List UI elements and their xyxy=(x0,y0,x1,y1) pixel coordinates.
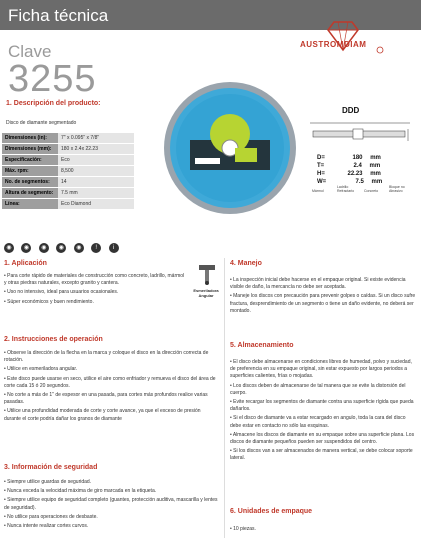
disc-profile-diagram xyxy=(305,115,417,155)
angle-grinder-icon xyxy=(196,262,218,286)
dimensions-list xyxy=(317,155,382,187)
manual-icon: i xyxy=(109,243,119,253)
product-code: 3255 xyxy=(8,58,97,100)
table-row: Dimensiones (mm): 180 x 2.4x 22.23 xyxy=(2,144,134,155)
mask-icon: ◉ xyxy=(56,243,66,253)
brand-name: AUSTROMDIAM xyxy=(300,40,367,49)
warning-icon: ! xyxy=(91,243,101,253)
section-instrucciones-title: 2. Instrucciones de operación xyxy=(4,336,103,343)
clave-label: Clave xyxy=(8,42,52,61)
product-subtitle: Disco de diamante segmentado xyxy=(6,120,77,126)
spec-table xyxy=(2,133,134,210)
dimension-d: D= 180 mm xyxy=(317,155,381,161)
table-row: Especificación: Eco xyxy=(2,155,134,166)
manejo-text: • La inspección inicial debe hacerse en el empaque original. Si existe evidencia visible de daño, la mercancía no debe ser aceptada. • Maneje los discos con precaución para prevenir golpes o caídas. Si un disco sufre fractura, desprendimiento de un segmento o tiene un daño evidente, no deberá ser montado. xyxy=(230,277,416,314)
page-title: Ficha técnica xyxy=(8,6,109,25)
diamond-disc-image xyxy=(160,78,300,218)
tool-label: Esmeriladora Angular xyxy=(193,288,219,298)
table-row: Altura de segmento: 7.5 mm xyxy=(2,188,134,199)
dimension-t: T= 2.4 mm xyxy=(317,163,381,169)
boots-icon: ◉ xyxy=(74,243,84,253)
almacenamiento-text: • El disco debe almacenarse en condiciones libres de humedad, polvo y suciedad, de preferencia en su empaque original, sin estar expuesto por largos periodos a superficies calientes, frías o mojadas. • Los discos deben de almacenarse de tal manera que se evite la distorsión del cuerpo. • Evite recargar los segmentos de diamante contra una superficie rígida que pueda dañarlos. • Si el disco de diamante va a estar recargado en angulo, toda la cara del disco debe estar en contacto no sólo las esquinas. • Almacene los discos de diamante en su empaque sobre una superficie plana. Los discos de diamante pequeños pueden ser suspendidos del centro. • Si los discos van a ser almacenados de manera vertical, se debe colocar soporte lateral. xyxy=(230,359,415,462)
ear-protection-icon: ◉ xyxy=(21,243,31,253)
table-row: Línea: Eco Diamond xyxy=(2,199,134,210)
table-row: Dimensiones (in): 7" x 0.095" x 7/8" xyxy=(2,133,134,144)
eye-protection-icon: ◉ xyxy=(4,243,14,253)
section-manejo-title: 4. Manejo xyxy=(230,260,262,267)
table-row: Máx. rpm: 8,500 xyxy=(2,166,134,177)
aplicacion-text: • Para corte rápido de materiales de construcción como concreto, ladrillo, mármol y otras piedras naturales, excepto granito y cantera. • Uso no intensivo, ideal para usuarios ocasionales. • Súper económicos y buen rendimiento. xyxy=(4,273,185,305)
empaque-text: • 10 piezas. xyxy=(230,526,256,532)
section-almacenamiento-title: 5. Almacenamiento xyxy=(230,342,294,349)
material-labels: Mármol Ladrillo Refractario Concreto Bloque no Abrasivo xyxy=(312,185,405,193)
section-empaque-title: 6. Unidades de empaque xyxy=(230,508,313,515)
dimension-w: W= 7.5 mm xyxy=(317,179,383,185)
dimension-h: H= 22.23 mm xyxy=(317,171,381,177)
section-description-title: 1. Descripción del producto: xyxy=(6,100,101,107)
diagram-label: DDD xyxy=(342,106,360,115)
column-divider xyxy=(224,258,225,538)
seguridad-text: • Siempre utilice guardas de seguridad. • Nunca exceda la velocidad máxima de giro marcada en la etiqueta. • Siempre utilice equipo de seguridad completo (guantes, protección auditiva, mascarilla y lentes de seguridad). • No utilice para operaciones de desbaste. • Nunca intente realizar cortes curvos. xyxy=(4,479,218,530)
instrucciones-text: • Observe la dirección de la flecha en la marca y coloque el disco en la dirección correcta de rotación. • Utilice en esmeriladora angular. • Este disco puede usarse en seco, utilice el aire como enfriador y remueva el disco del área de corte cada 15 ó 20 segundos. • No corte a más de 1" de espesor en una pasada, para cortes más profundos realice varias pasadas. • Utilice una profundidad moderada de corte y corte avance, ya que el exceso de presión durante el corte podría dañar los granos de diamante xyxy=(4,350,216,422)
safety-icons-row xyxy=(4,236,122,254)
section-seguridad-title: 3. Información de seguridad xyxy=(4,464,98,471)
table-row: No. de segmentos: 14 xyxy=(2,177,134,188)
section-aplicacion-title: 1. Aplicación xyxy=(4,260,47,267)
gloves-icon: ◉ xyxy=(39,243,49,253)
